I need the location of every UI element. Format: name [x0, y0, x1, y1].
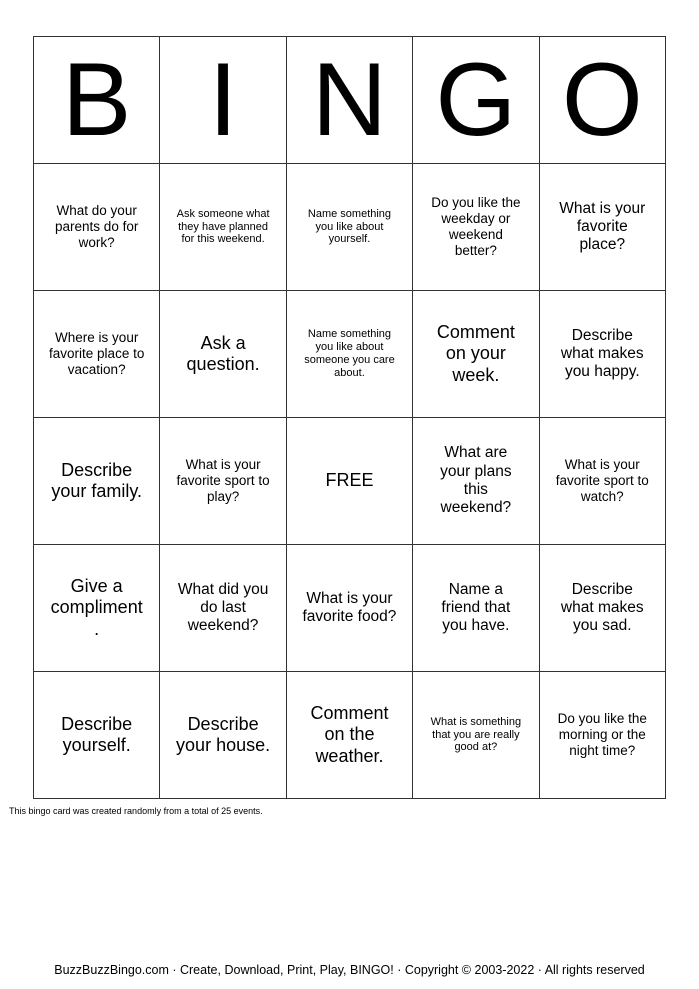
bingo-cell[interactable]: Describe what makes you sad.: [539, 545, 665, 672]
bingo-cell[interactable]: Give a compliment.: [34, 545, 160, 672]
bingo-cell[interactable]: Describe what makes you happy.: [539, 291, 665, 418]
bingo-cell[interactable]: Comment on your week.: [413, 291, 539, 418]
bingo-cell[interactable]: Do you like the morning or the night time?: [539, 672, 665, 799]
bingo-row: [34, 164, 666, 291]
bingo-cell[interactable]: Ask a question.: [160, 291, 286, 418]
bingo-cell[interactable]: Describe your family.: [34, 418, 160, 545]
bingo-cell[interactable]: Comment on the weather.: [286, 672, 412, 799]
bingo-cell[interactable]: Name something you like about someone you care about.: [286, 291, 412, 418]
bingo-cell[interactable]: What are your plans this weekend?: [413, 418, 539, 545]
bingo-cell[interactable]: What is something that you are really good at?: [413, 672, 539, 799]
bingo-row: [34, 672, 666, 799]
bingo-row: [34, 291, 666, 418]
free-space-cell[interactable]: FREE: [286, 418, 412, 545]
bingo-cell[interactable]: Name a friend that you have.: [413, 545, 539, 672]
bingo-cell[interactable]: Describe yourself.: [34, 672, 160, 799]
header-letter-n: N: [286, 37, 412, 164]
bingo-cell[interactable]: What is your favorite place?: [539, 164, 665, 291]
bingo-card: [33, 36, 666, 799]
bingo-cell[interactable]: What is your favorite food?: [286, 545, 412, 672]
bingo-cell[interactable]: Name something you like about yourself.: [286, 164, 412, 291]
card-generation-note: This bingo card was created randomly from a total of 25 events.: [9, 806, 263, 816]
bingo-cell[interactable]: Ask someone what they have planned for this weekend.: [160, 164, 286, 291]
header-letter-i: I: [160, 37, 286, 164]
bingo-cell[interactable]: What is your favorite sport to play?: [160, 418, 286, 545]
bingo-cell[interactable]: Describe your house.: [160, 672, 286, 799]
header-letter-b: B: [34, 37, 160, 164]
header-letter-o: O: [539, 37, 665, 164]
bingo-row: [34, 418, 666, 545]
bingo-cell[interactable]: What do your parents do for work?: [34, 164, 160, 291]
bingo-cell[interactable]: What did you do last weekend?: [160, 545, 286, 672]
bingo-cell[interactable]: Where is your favorite place to vacation?: [34, 291, 160, 418]
bingo-cell[interactable]: What is your favorite sport to watch?: [539, 418, 665, 545]
bingo-header-row: [34, 37, 666, 164]
bingo-cell[interactable]: Do you like the weekday or weekend better?: [413, 164, 539, 291]
page-footer: BuzzBuzzBingo.com · Create, Download, Print, Play, BINGO! · Copyright © 2003-2022 · All rights reserved: [54, 963, 645, 977]
bingo-row: [34, 545, 666, 672]
header-letter-g: G: [413, 37, 539, 164]
